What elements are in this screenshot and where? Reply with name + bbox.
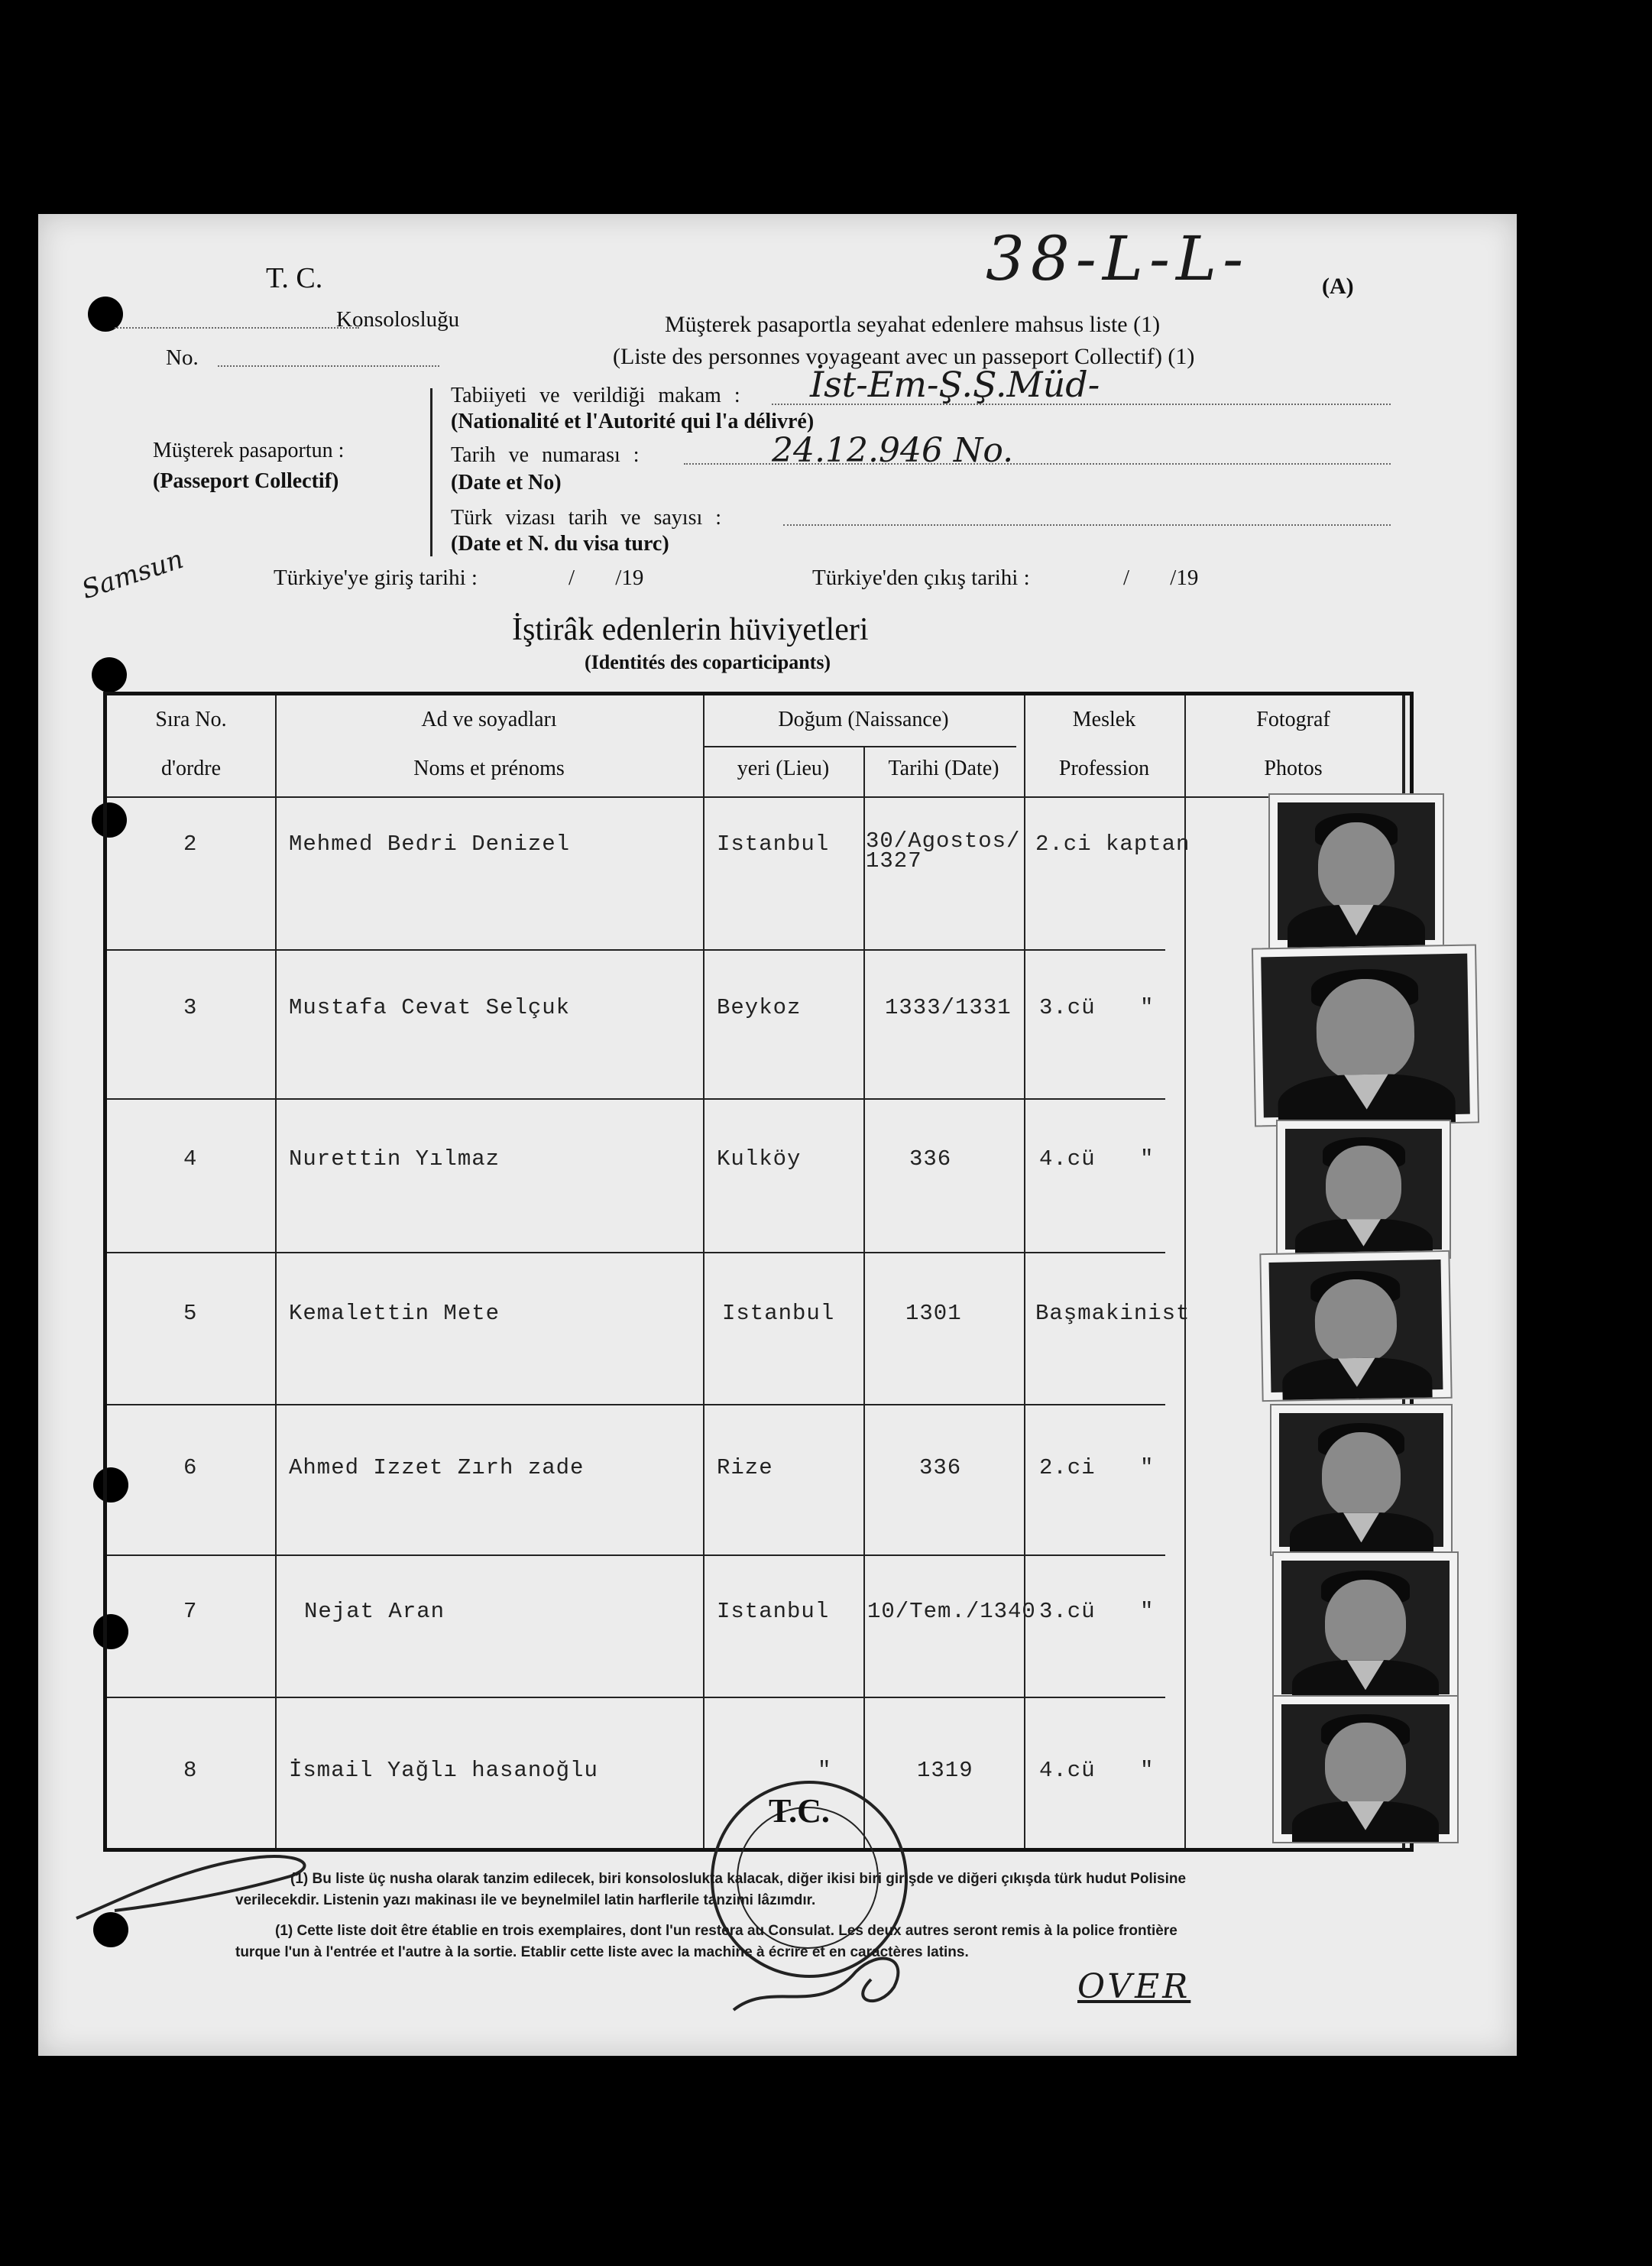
row-2-no: 3 — [183, 995, 198, 1020]
handwritten-reference: 38-L-L- — [986, 223, 1250, 294]
photo-row-4 — [1259, 1250, 1452, 1402]
row-3-name: Nurettin Yılmaz — [289, 1146, 500, 1172]
row-1-profession: 2.ci kaptan — [1035, 832, 1190, 857]
photo-row-2 — [1252, 944, 1479, 1127]
row-6-no: 7 — [183, 1599, 198, 1624]
date-label-fr: (Date et No) — [451, 471, 562, 494]
row-4-name: Kemalettin Mete — [289, 1301, 500, 1326]
row-4-place: Istanbul — [722, 1301, 835, 1326]
row-7-no: 8 — [183, 1758, 198, 1783]
row-7-profession: 4.cü " — [1039, 1758, 1155, 1783]
row-5-profession: 2.ci " — [1039, 1455, 1155, 1480]
section-subtitle: (Identités des coparticipants) — [585, 651, 831, 673]
header-photo-fr: Photos — [1264, 757, 1323, 780]
row-2-date: 1333/1331 — [885, 995, 1012, 1020]
consulate-label: Konsolosluğu — [336, 307, 460, 332]
header-order-no-fr: d'ordre — [160, 757, 222, 780]
footnote-tr-line2: verilecekdir. Listenin yazı makinası ile ve beynelmilel latin harflerile tanzimi lâzımdır. — [235, 1892, 816, 1908]
photo-row-6 — [1272, 1551, 1459, 1704]
row-2-profession: 3.cü " — [1039, 995, 1155, 1020]
nationality-label-fr: (Nationalité et l'Autorité qui l'a délivré) — [451, 410, 815, 433]
nationality-value: İst-Em-Ş.Ş.Müd- — [810, 364, 1100, 405]
header-name: Ad ve soyadları — [421, 708, 557, 731]
stamp-text: T.C. — [769, 1792, 830, 1830]
row-5-place: Rize — [717, 1455, 773, 1480]
header-birth-date: Tarihi (Date) — [888, 757, 999, 780]
passport-label-fr: (Passeport Collectif) — [153, 469, 339, 493]
row-3-profession: 4.cü " — [1039, 1146, 1155, 1172]
number-dotted-line — [218, 365, 439, 367]
visa-label-tr: Türk vizası tarih ve sayısı : — [451, 506, 722, 530]
identity-table — [103, 692, 1414, 1852]
exit-date-value: / /19 — [1123, 566, 1199, 590]
row-2-name: Mustafa Cevat Selçuk — [289, 995, 571, 1020]
header-tc: T. C. — [266, 262, 323, 294]
nationality-label-tr: Tabiiyeti ve verildiği makam : — [451, 384, 740, 407]
row-3-no: 4 — [183, 1146, 198, 1172]
photo-row-3 — [1276, 1120, 1451, 1259]
over-note: OVER — [1077, 1967, 1191, 2006]
header-profession-fr: Profession — [1058, 757, 1150, 780]
title-turkish: Müşterek pasaportla seyahat edenlere mahsus liste (1) — [665, 312, 1161, 337]
row-4-profession: Başmakinist — [1035, 1301, 1190, 1326]
row-2-place: Beykoz — [717, 995, 802, 1020]
row-4-date: 1301 — [905, 1301, 962, 1326]
row-1-name: Mehmed Bedri Denizel — [289, 832, 571, 857]
row-6-date: 10/Tem./1340 — [867, 1599, 1036, 1624]
row-4-no: 5 — [183, 1301, 198, 1326]
title-french: (Liste des personnes voyageant avec un passeport Collectif) (1) — [613, 344, 1195, 369]
passport-label-tr: Müşterek pasaportun : — [153, 439, 345, 462]
header-photo: Fotograf — [1256, 708, 1330, 731]
photo-row-7 — [1272, 1695, 1459, 1843]
row-3-date: 336 — [909, 1146, 952, 1172]
footnote-fr-line2: turque l'un à l'entrée et l'autre à la sortie. Etablir cette liste avec la machine à écrire et en caractères latins. — [235, 1944, 969, 1960]
header-order-no: Sıra No. — [155, 708, 227, 731]
row-1-date: 30/Agostos/ 1327 — [866, 828, 1021, 874]
row-7-name: İsmail Yağlı hasanoğlu — [289, 1758, 598, 1783]
row-3-place: Kulköy — [717, 1146, 802, 1172]
footnote-fr-line1: (1) Cette liste doit être établie en trois exemplaires, dont l'un restera au Consulat. Les deux autres seront remis à la police frontière — [275, 1923, 1177, 1939]
visa-dotted-line — [783, 524, 1391, 526]
number-label: No. — [166, 345, 199, 370]
consulate-dotted-line — [115, 327, 359, 329]
row-5-name: Ahmed Izzet Zırh zade — [289, 1455, 585, 1480]
row-1-place: Istanbul — [717, 832, 830, 857]
form-code: (A) — [1322, 274, 1354, 299]
date-value: 24.12.946 No. — [772, 431, 1014, 470]
header-birth: Doğum (Naissance) — [778, 708, 949, 731]
footnote-tr-line1: (1) Bu liste üç nusha olarak tanzim edilecek, biri konsoloslukta kalacak, diğer ikisi biri girişde ve diğeri çıkışda türk hudut Polisine — [290, 1871, 1187, 1887]
photo-row-5 — [1270, 1404, 1453, 1556]
row-7-place: " — [818, 1758, 832, 1783]
visa-label-fr: (Date et N. du visa turc) — [451, 532, 669, 556]
header-profession: Meslek — [1072, 708, 1136, 731]
row-6-profession: 3.cü " — [1039, 1599, 1155, 1624]
row-5-no: 6 — [183, 1455, 198, 1480]
bracket-line — [430, 388, 432, 556]
margin-note: Samsun — [78, 543, 187, 606]
header-birth-place: yeri (Lieu) — [737, 757, 830, 780]
row-1-no: 2 — [183, 832, 198, 857]
date-label-tr: Tarih ve numarası : — [451, 443, 640, 467]
header-name-fr: Noms et prénoms — [413, 757, 565, 780]
row-7-date: 1319 — [917, 1758, 973, 1783]
row-5-date: 336 — [919, 1455, 962, 1480]
photo-row-1 — [1268, 793, 1444, 949]
document-page — [38, 214, 1517, 2056]
row-6-place: Istanbul — [717, 1599, 830, 1624]
punch-hole — [92, 657, 127, 692]
entry-date-value: / /19 — [568, 566, 644, 590]
section-title: İştirâk edenlerin hüviyetleri — [512, 612, 869, 647]
row-6-name: Nejat Aran — [304, 1599, 445, 1624]
exit-date-label: Türkiye'den çıkış tarihi : — [812, 566, 1030, 590]
entry-date-label: Türkiye'ye giriş tarihi : — [274, 566, 478, 590]
